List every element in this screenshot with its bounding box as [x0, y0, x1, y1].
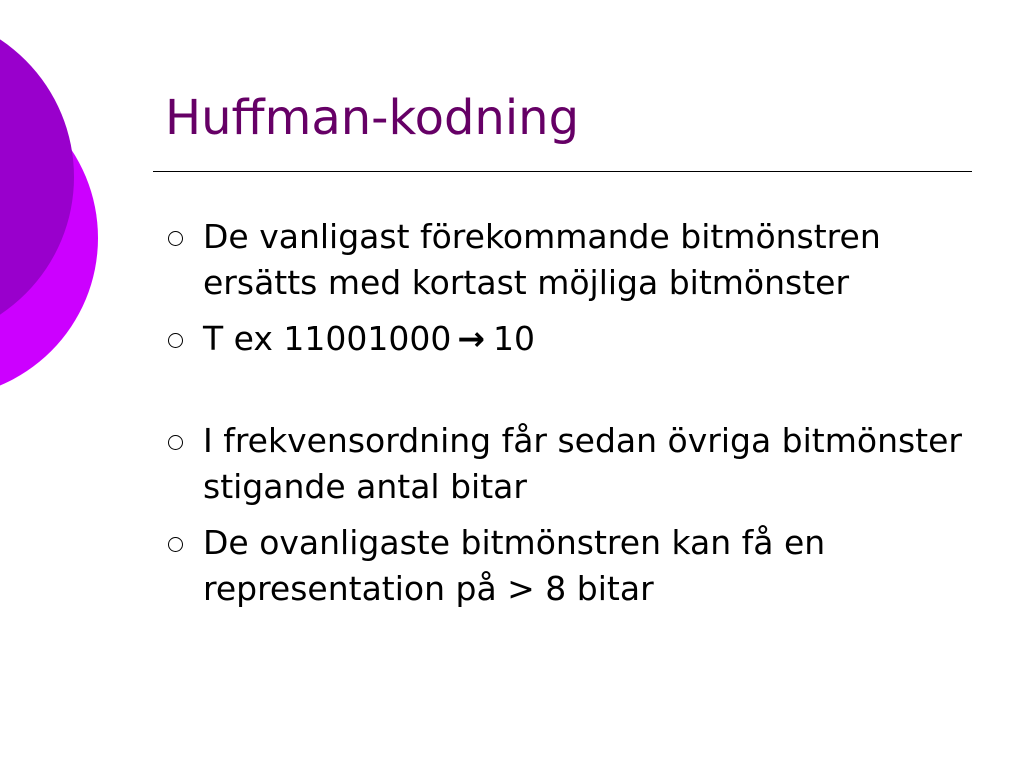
- bullet-text: I frekvensordning får sedan övriga bitmönster stigande antal bitar: [203, 421, 962, 506]
- bullet-item: [165, 316, 965, 362]
- right-arrow-icon: →: [457, 319, 486, 358]
- bullet-text: De vanligast förekommande bitmönstren ersätts med kortast möjliga bitmönster: [203, 217, 881, 302]
- bullet-circle-icon: [168, 231, 183, 246]
- bullet-item: [165, 418, 965, 510]
- bullet-text-prefix: T ex 11001000: [203, 319, 452, 358]
- bullet-circle-icon: [168, 435, 183, 450]
- bullet-list: [165, 214, 965, 622]
- bullet-item: [165, 520, 965, 612]
- bullet-text: De ovanligaste bitmönstren kan få en representation på > 8 bitar: [203, 523, 826, 608]
- title-divider: [153, 171, 972, 172]
- slide-title: Huffman-kodning: [165, 90, 580, 146]
- bullet-circle-icon: [168, 333, 183, 348]
- bullet-circle-icon: [168, 537, 183, 552]
- bullet-text-suffix: 10: [493, 319, 536, 358]
- bullet-item: [165, 214, 965, 306]
